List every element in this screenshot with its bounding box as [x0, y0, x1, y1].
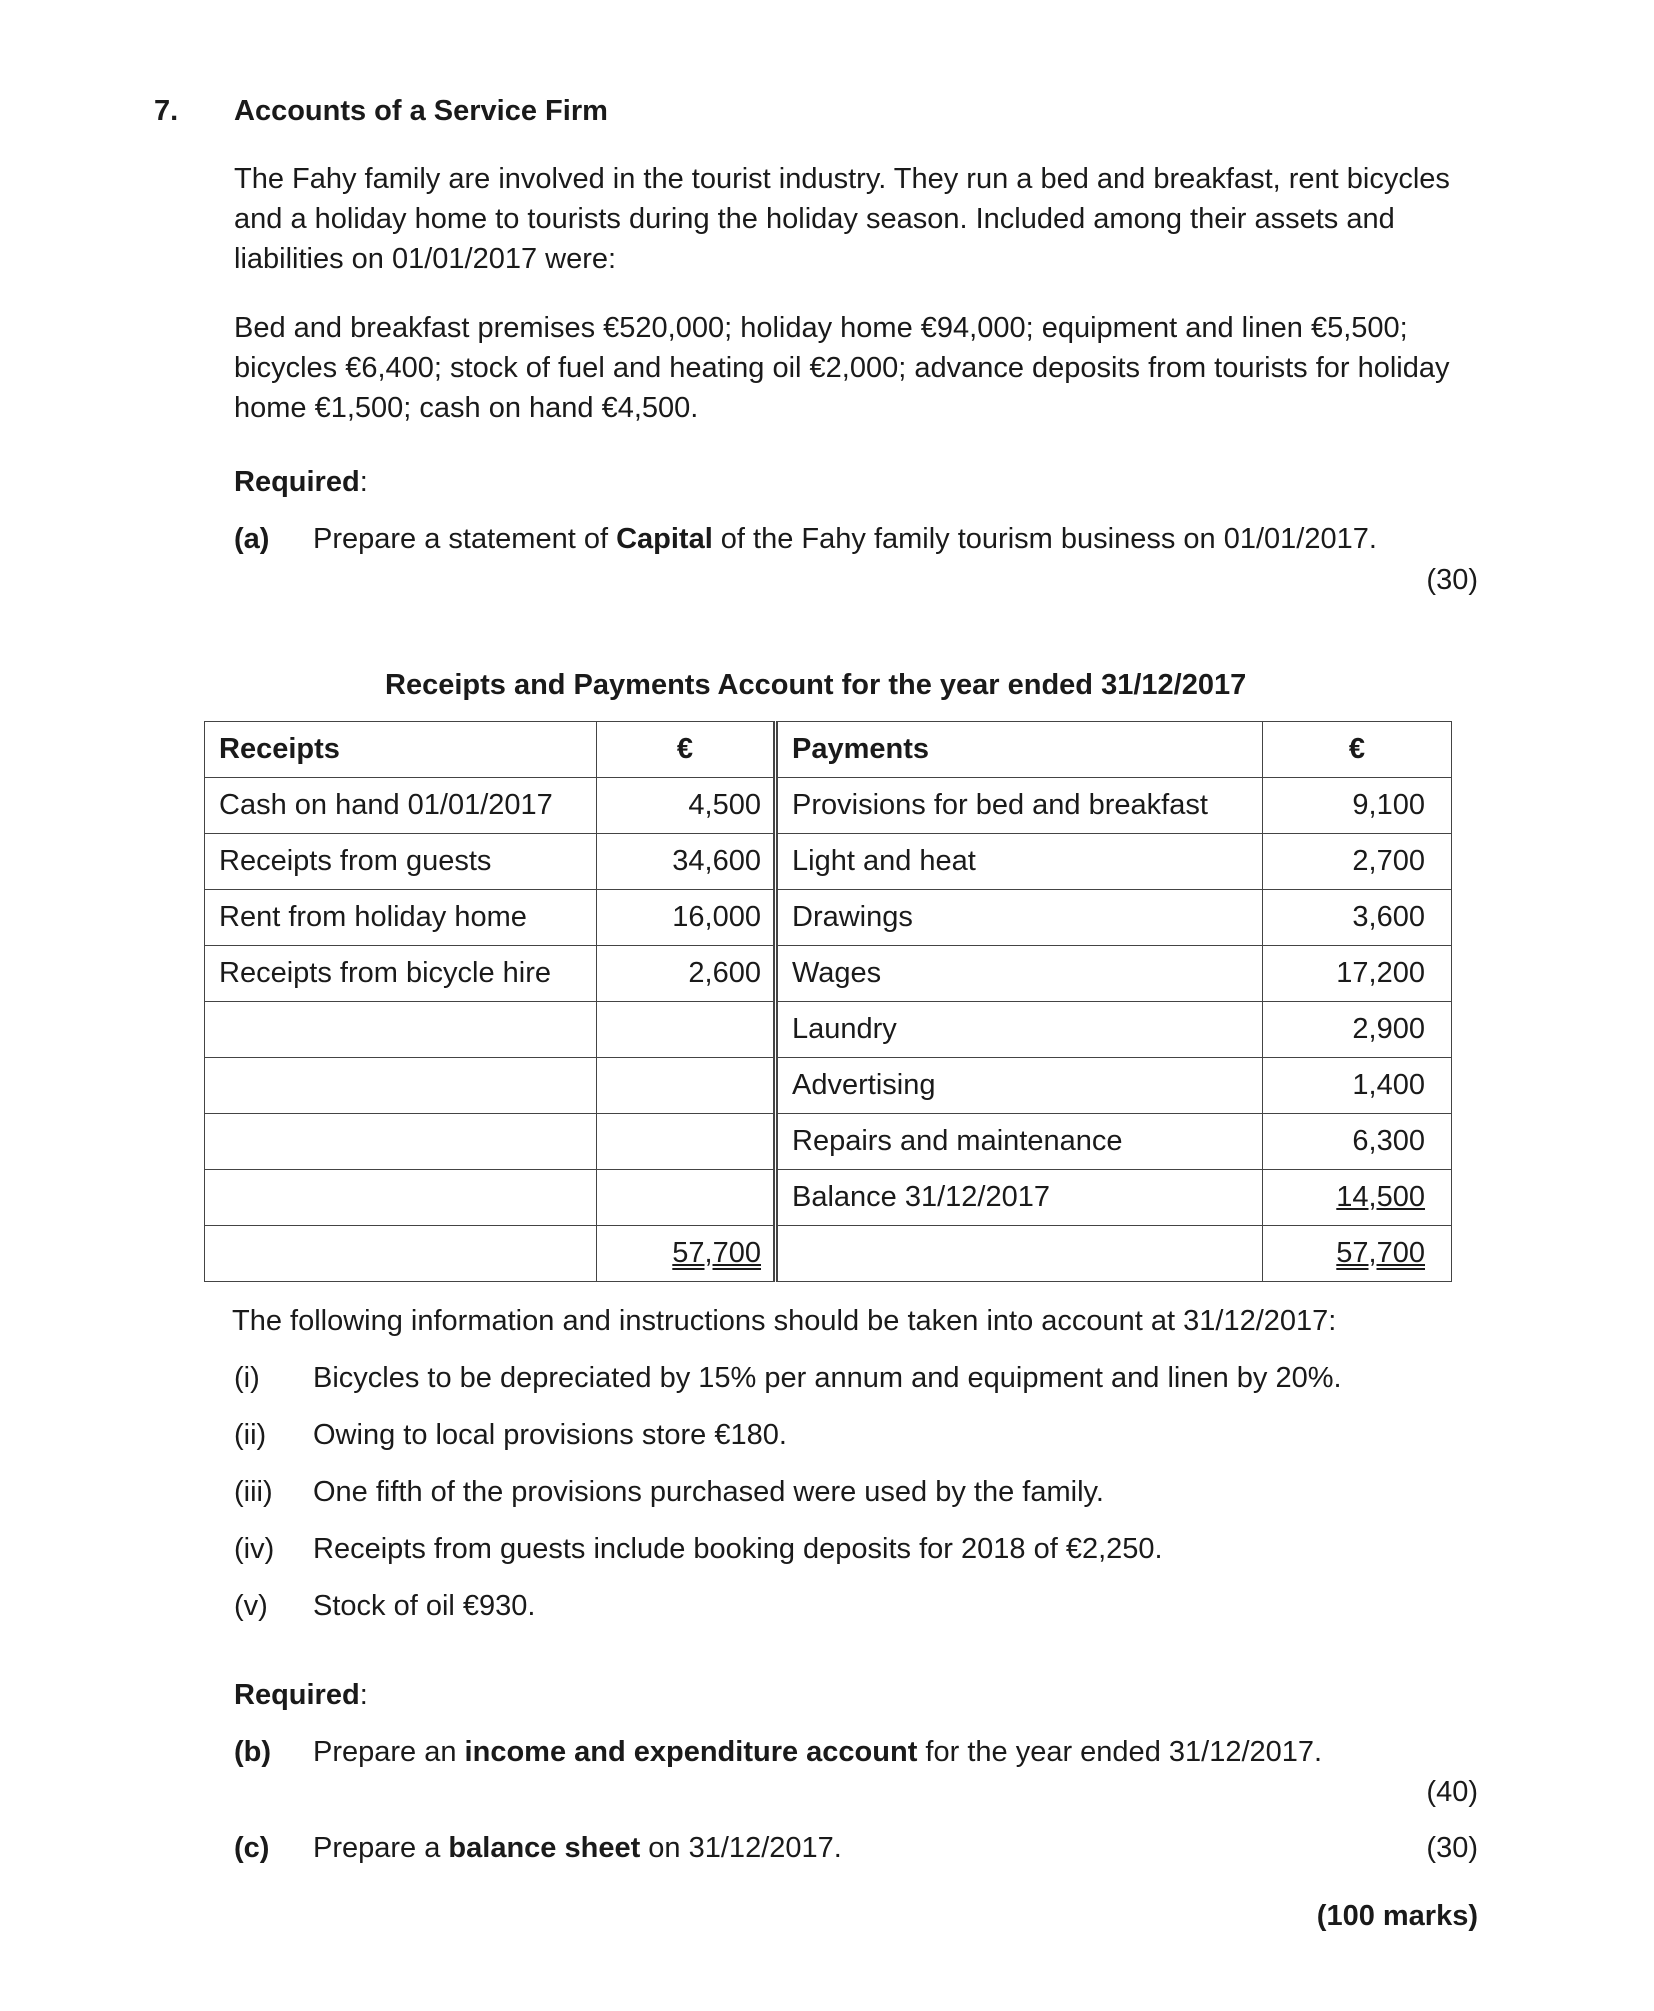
part-c-text-post: on 31/12/2017. — [640, 1832, 842, 1864]
header-currency-payments: € — [1263, 722, 1452, 778]
total-marks: (100 marks) — [1316, 1900, 1478, 1932]
part-a-text-pre: Prepare a statement of — [313, 523, 617, 555]
part-a-label: (a) — [234, 523, 270, 555]
part-a-marks: (30) — [1426, 564, 1478, 596]
question-title: Accounts of a Service Firm — [234, 95, 608, 127]
header-receipts: Receipts — [205, 722, 597, 778]
payment-item: Balance 31/12/2017 — [776, 1170, 1263, 1226]
required-colon: : — [359, 466, 368, 498]
part-b-text — [313, 1732, 1322, 1772]
receipt-item: Rent from holiday home — [205, 890, 597, 946]
receipt-item: Receipts from guests — [205, 834, 597, 890]
question-number: 7. — [154, 95, 179, 127]
payment-item: Drawings — [776, 890, 1263, 946]
payment-item: Provisions for bed and breakfast — [776, 778, 1263, 834]
payment-amount: 2,900 — [1263, 1002, 1452, 1058]
table-total-row — [205, 1226, 1452, 1282]
info-item-text: Receipts from guests include booking deposits for 2018 of €2,250. — [313, 1533, 1163, 1565]
table-row — [205, 1002, 1452, 1058]
payment-amount: 9,100 — [1263, 778, 1452, 834]
payment-item: Laundry — [776, 1002, 1263, 1058]
part-c-text-bold: balance sheet — [448, 1832, 641, 1864]
required-word: Required — [234, 1679, 360, 1711]
payment-item: Advertising — [776, 1058, 1263, 1114]
total-payments-cell — [1263, 1226, 1452, 1282]
info-item-text: Owing to local provisions store €180. — [313, 1419, 787, 1451]
receipt-item — [205, 1114, 597, 1170]
receipts-payments-table — [204, 721, 1452, 1282]
table-row — [205, 890, 1452, 946]
info-item-num: (iv) — [234, 1533, 275, 1565]
table-row — [205, 834, 1452, 890]
part-a-text-bold: Capital — [616, 523, 713, 555]
receipt-amount — [597, 1058, 776, 1114]
total-spacer — [205, 1226, 597, 1282]
total-payments: 57,700 — [1336, 1237, 1425, 1269]
required-label-2 — [234, 1675, 368, 1715]
part-b-text-bold: income and expenditure account — [464, 1736, 918, 1768]
receipt-amount — [597, 1170, 776, 1226]
total-spacer — [776, 1226, 1263, 1282]
receipt-amount: 2,600 — [597, 946, 776, 1002]
payment-amount: 17,200 — [1263, 946, 1452, 1002]
part-b-marks: (40) — [1426, 1776, 1478, 1808]
receipt-amount — [597, 1002, 776, 1058]
balance-amount: 14,500 — [1336, 1181, 1425, 1213]
part-c-text — [313, 1828, 842, 1868]
info-item-num: (i) — [234, 1362, 260, 1394]
required-label-1 — [234, 462, 368, 502]
receipt-amount — [597, 1114, 776, 1170]
intro-paragraph: The Fahy family are involved in the tourist industry. They run a bed and breakfast, rent bicycles and a holiday home to tourists during the holiday season. Included among their assets and liabilities on 01/01/2017 were: — [234, 163, 1450, 275]
part-b-text-post: for the year ended 31/12/2017. — [917, 1736, 1323, 1768]
table-row — [205, 1170, 1452, 1226]
receipt-amount: 16,000 — [597, 890, 776, 946]
header-currency-receipts: € — [597, 722, 776, 778]
part-b-text-pre: Prepare an — [313, 1736, 465, 1768]
info-item-text: Stock of oil €930. — [313, 1590, 536, 1622]
info-item-num: (v) — [234, 1590, 268, 1622]
assets-paragraph: Bed and breakfast premises €520,000; holiday home €94,000; equipment and linen €5,500; bicycles €6,400; stock of fuel and heating oil €2,000; advance deposits from tourists for holiday home €1,500; cash on hand €4,500. — [234, 312, 1450, 424]
receipt-amount: 34,600 — [597, 834, 776, 890]
info-item-num: (ii) — [234, 1419, 267, 1451]
total-receipts-cell — [597, 1226, 776, 1282]
info-item-text: One fifth of the provisions purchased were used by the family. — [313, 1476, 1104, 1508]
table-title: Receipts and Payments Account for the year ended 31/12/2017 — [385, 669, 1247, 701]
table-row — [205, 946, 1452, 1002]
payment-amount: 1,400 — [1263, 1058, 1452, 1114]
receipt-item — [205, 1002, 597, 1058]
info-item-text: Bicycles to be depreciated by 15% per annum and equipment and linen by 20%. — [313, 1362, 1342, 1394]
receipt-item — [205, 1058, 597, 1114]
info-intro: The following information and instructions should be taken into account at 31/12/2017: — [232, 1305, 1337, 1337]
payment-amount: 6,300 — [1263, 1114, 1452, 1170]
required-word: Required — [234, 466, 360, 498]
part-b-label: (b) — [234, 1736, 272, 1768]
receipt-item — [205, 1170, 597, 1226]
table-row — [205, 1058, 1452, 1114]
required-colon: : — [359, 1679, 368, 1711]
part-c-text-pre: Prepare a — [313, 1832, 449, 1864]
payment-amount: 3,600 — [1263, 890, 1452, 946]
table-row — [205, 1114, 1452, 1170]
part-a-text-post: of the Fahy family tourism business on 01/01/2017. — [712, 523, 1377, 555]
table-row — [205, 778, 1452, 834]
total-receipts: 57,700 — [672, 1237, 761, 1269]
payment-item: Light and heat — [776, 834, 1263, 890]
table-header-row — [205, 722, 1452, 778]
receipt-amount: 4,500 — [597, 778, 776, 834]
header-payments: Payments — [776, 722, 1263, 778]
info-item-num: (iii) — [234, 1476, 273, 1508]
receipt-item: Cash on hand 01/01/2017 — [205, 778, 597, 834]
payment-amount-balance — [1263, 1170, 1452, 1226]
part-a-text — [313, 519, 1377, 559]
part-c-label: (c) — [234, 1832, 270, 1864]
payment-item: Wages — [776, 946, 1263, 1002]
part-c-marks: (30) — [1426, 1832, 1478, 1864]
payment-item: Repairs and maintenance — [776, 1114, 1263, 1170]
receipt-item: Receipts from bicycle hire — [205, 946, 597, 1002]
payment-amount: 2,700 — [1263, 834, 1452, 890]
